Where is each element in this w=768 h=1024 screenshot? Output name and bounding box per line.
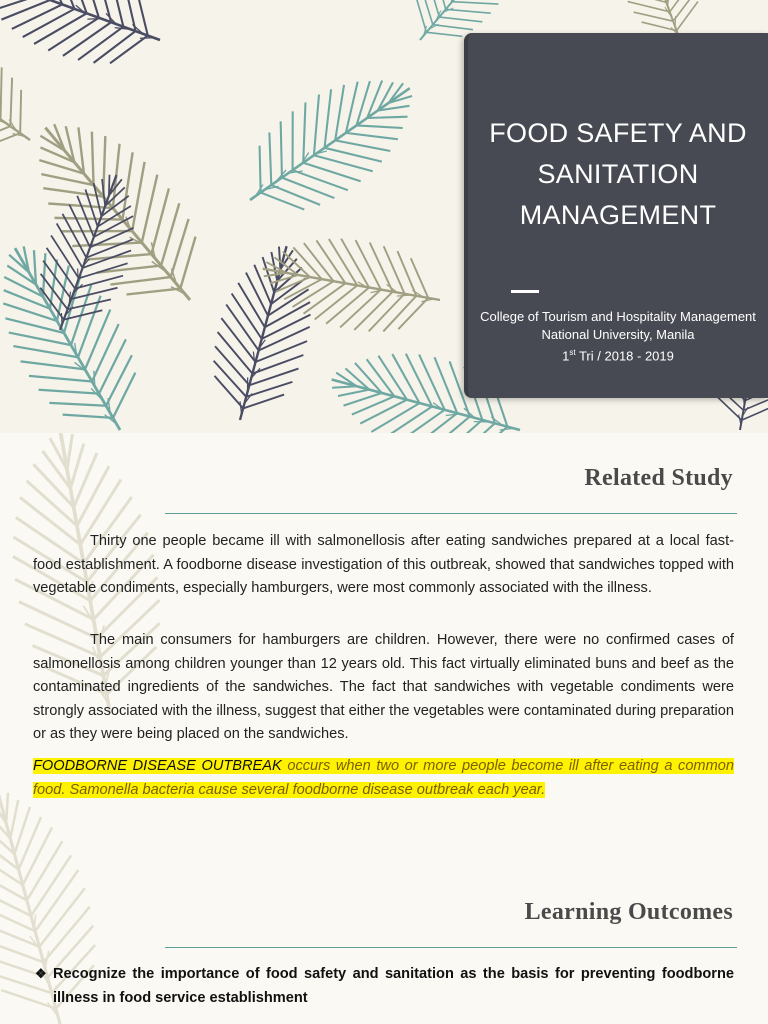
title-slide xyxy=(0,0,768,433)
diamond-bullet-icon: ❖ xyxy=(35,966,47,981)
title-card xyxy=(464,33,768,398)
college-name: College of Tourism and Hospitality Management xyxy=(480,309,756,324)
subtitle-block xyxy=(468,308,768,365)
highlighted-definition xyxy=(33,755,734,802)
related-study-heading: Related Study xyxy=(584,465,733,491)
university-name: National University, Manila xyxy=(541,327,695,342)
content-slide xyxy=(0,433,768,1024)
learning-outcomes-heading: Learning Outcomes xyxy=(524,899,733,925)
outcome-item: ❖ Recognize the importance of food safety and sanitation as the basis for preventing foodborne illness in food service establishment xyxy=(33,962,734,1010)
heading-underline xyxy=(165,513,737,514)
paragraph-1: Thirty one people became ill with salmonellosis after eating sandwiches prepared at a local fast-food establishment. A foodborne disease investigation of this outbreak, showed that sandwiches topped with vegetable condiments, especially hamburgers, were most commonly associated with the illness. xyxy=(33,533,734,596)
presentation-title: FOOD SAFETY AND SANITATION MANAGEMENT xyxy=(489,118,747,230)
highlight-text: occurs when two or more people become ill after eating a common food. Samonella bacteria cause several foodborne disease outbreak each year. xyxy=(33,758,734,798)
highlight-term: FOODBORNE DISEASE OUTBREAK xyxy=(33,758,282,774)
navy-feather xyxy=(0,0,176,85)
title-divider xyxy=(511,290,539,293)
paragraph-2: The main consumers for hamburgers are children. However, there were no confirmed cases of salmonellosis among children younger than 12 years old. This fact virtually eliminated buns and beef as the contaminated ingredients of the sandwiches. The fact that sandwiches with vegetable condiments were strongly associated with the illness, suggest that either the vegetables were contaminated during preparation or as they were being placed on the sandwiches. xyxy=(33,632,734,742)
heading-underline xyxy=(165,947,737,948)
teal-feather xyxy=(222,49,437,240)
term-label: 1st Tri / 2018 - 2019 xyxy=(562,348,674,364)
